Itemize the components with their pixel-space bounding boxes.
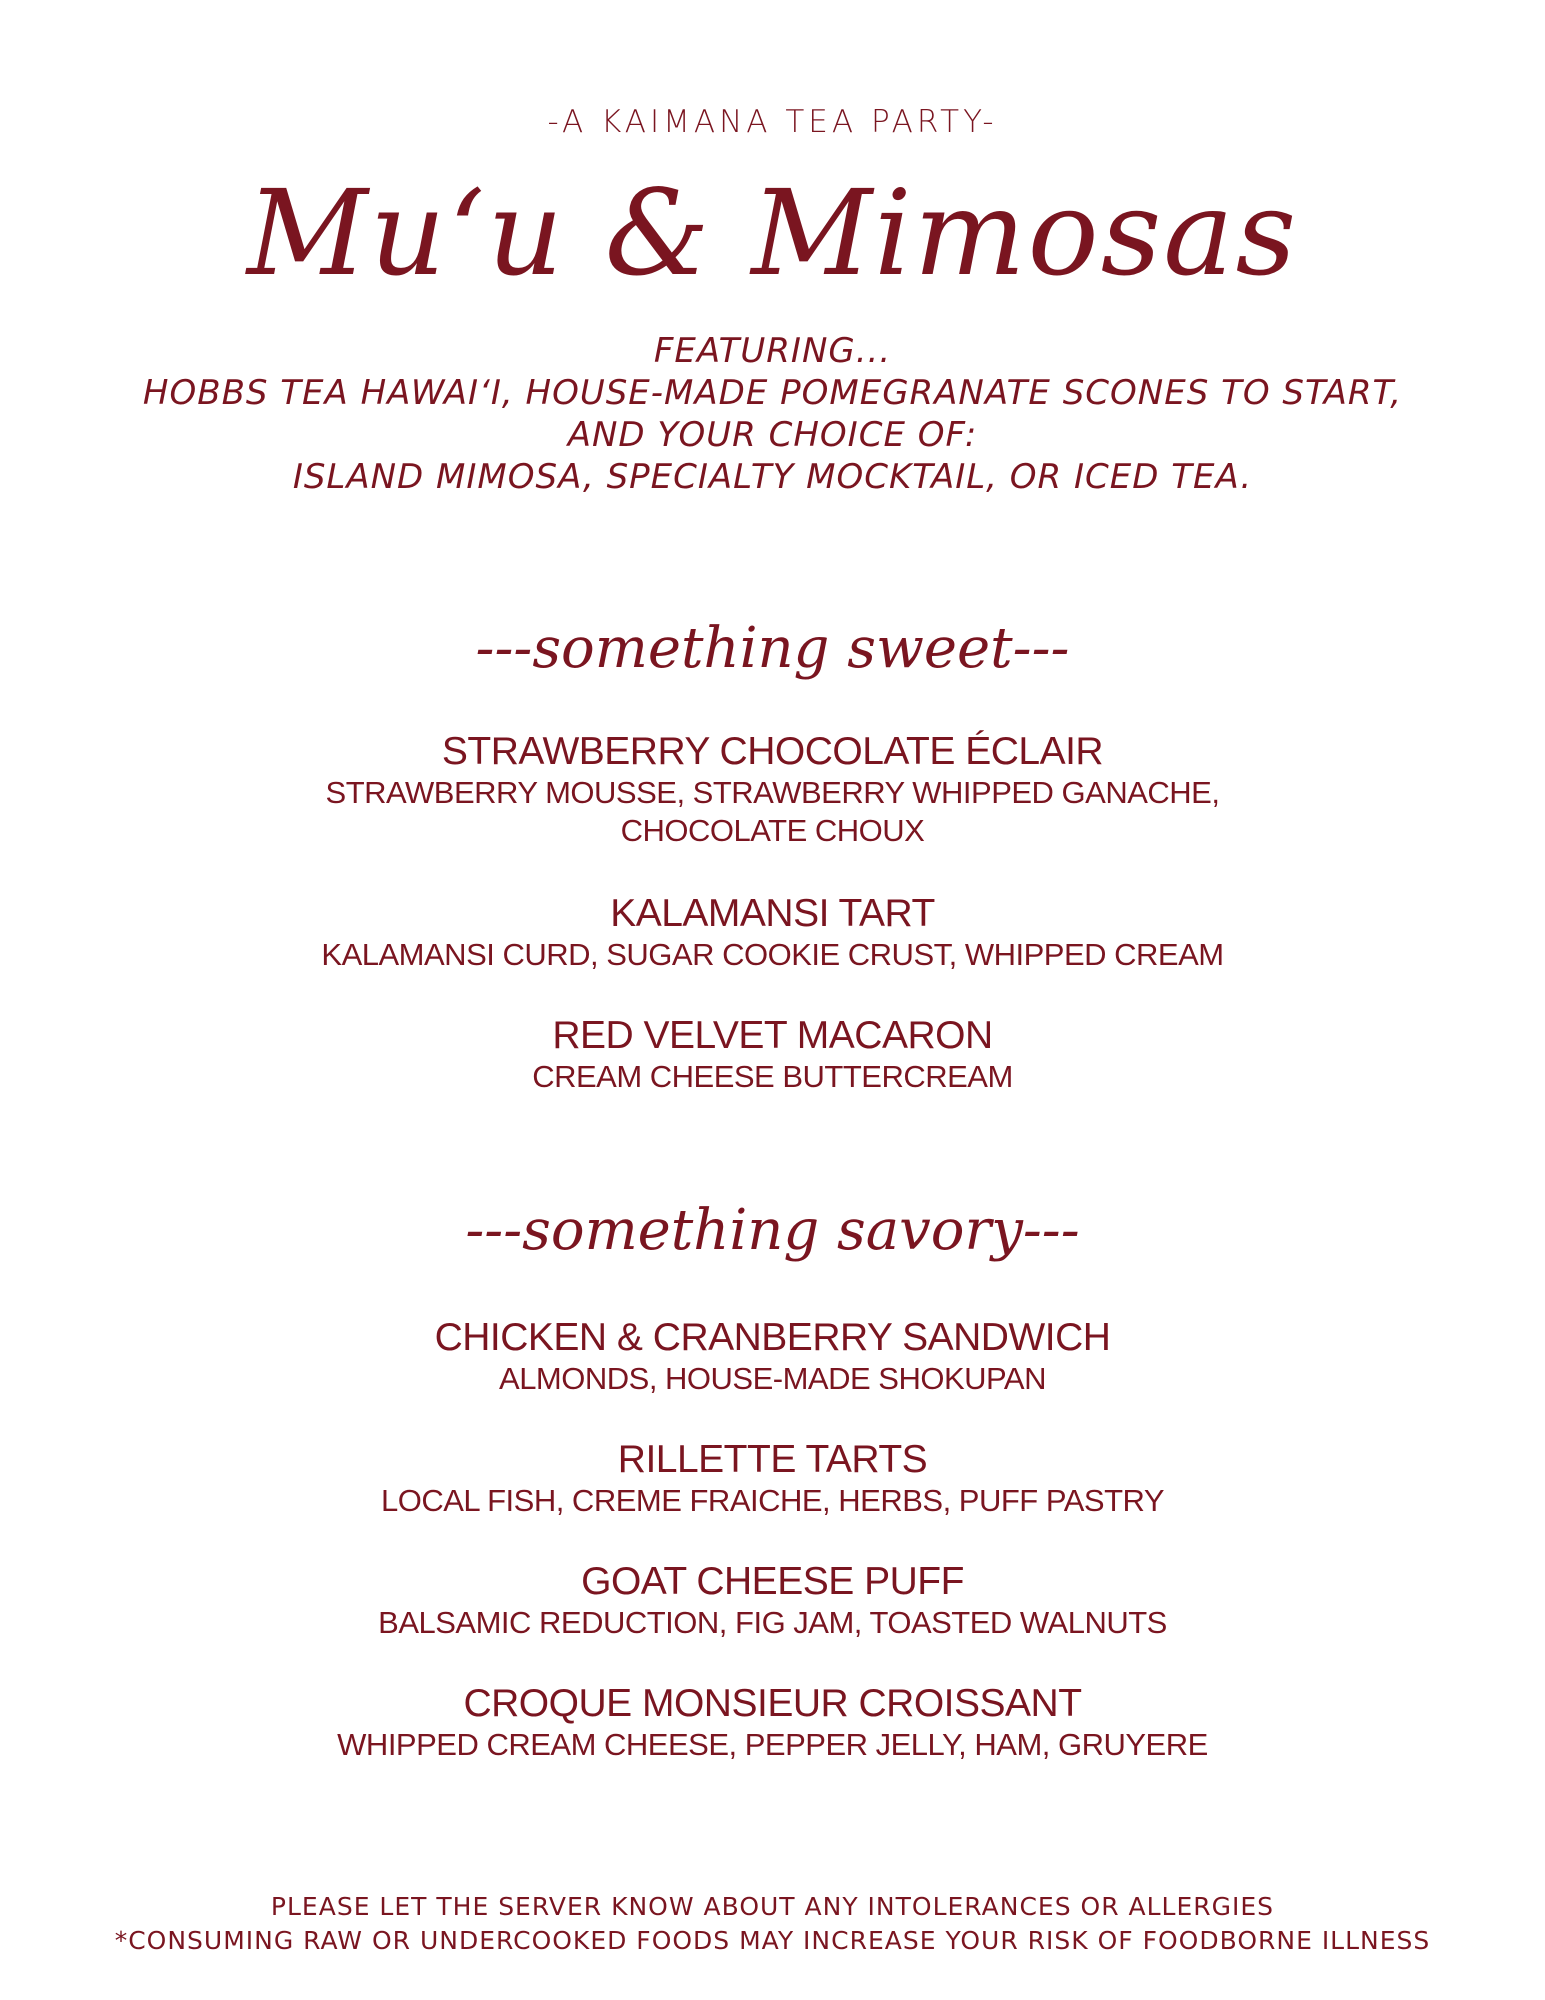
- item-description: WHIPPED CREAM CHEESE, PEPPER JELLY, HAM, GRUYERE: [337, 1727, 1208, 1762]
- item-description: KALAMANSI CURD, SUGAR COOKIE CRUST, WHIPPED CREAM: [321, 937, 1224, 972]
- menu-item-kalamansi-tart: [0, 892, 1545, 974]
- item-name: CHICKEN & CRANBERRY SANDWICH: [434, 1316, 1111, 1359]
- menu-title: Mu‘u & Mimosas: [246, 164, 1299, 302]
- item-name: CROQUE MONSIEUR CROISSANT: [463, 1682, 1082, 1725]
- featuring-line: HOBBS TEA HAWAI‘I, HOUSE-MADE POMEGRANATE SCONES TO START,: [142, 373, 1403, 413]
- menu-item-macaron: [0, 1014, 1545, 1096]
- event-eyebrow: -A KAIMANA TEA PARTY-: [547, 104, 998, 140]
- item-description: BALSAMIC REDUCTION, FIG JAM, TOASTED WALNUTS: [378, 1605, 1167, 1640]
- menu-item-goat-cheese-puff: [0, 1560, 1545, 1642]
- menu-item-chicken-sandwich: [0, 1316, 1545, 1398]
- item-description: CHOCOLATE CHOUX: [620, 813, 925, 848]
- menu-item-eclair: [0, 730, 1545, 850]
- section-heading-savory: ---something savory---: [465, 1198, 1080, 1263]
- item-description: LOCAL FISH, CREME FRAICHE, HERBS, PUFF PASTRY: [380, 1483, 1165, 1518]
- item-name: GOAT CHEESE PUFF: [581, 1560, 964, 1603]
- item-description: STRAWBERRY MOUSSE, STRAWBERRY WHIPPED GANACHE,: [325, 775, 1220, 810]
- featuring-block: [0, 330, 1545, 498]
- section-heading-sweet: ---something sweet---: [475, 616, 1070, 681]
- item-description: CREAM CHEESE BUTTERCREAM: [532, 1059, 1013, 1094]
- menu-item-rillette-tarts: [0, 1438, 1545, 1520]
- allergy-footer: [0, 1890, 1545, 1958]
- menu-item-croque-monsieur: [0, 1682, 1545, 1764]
- featuring-line: AND YOUR CHOICE OF:: [567, 415, 978, 455]
- item-name: RILLETTE TARTS: [617, 1438, 928, 1481]
- footer-line: *CONSUMING RAW OR UNDERCOOKED FOODS MAY INCREASE YOUR RISK OF FOODBORNE ILLNESS: [114, 1926, 1431, 1955]
- item-name: KALAMANSI TART: [610, 892, 935, 935]
- item-name: RED VELVET MACARON: [552, 1014, 993, 1057]
- item-description: ALMONDS, HOUSE-MADE SHOKUPAN: [499, 1361, 1046, 1396]
- featuring-line: ISLAND MIMOSA, SPECIALTY MOCKTAIL, OR ICED TEA.: [292, 457, 1253, 497]
- item-name: STRAWBERRY CHOCOLATE ÉCLAIR: [441, 730, 1104, 773]
- featuring-line: FEATURING...: [653, 331, 892, 371]
- footer-line: PLEASE LET THE SERVER KNOW ABOUT ANY INTOLERANCES OR ALLERGIES: [270, 1892, 1275, 1921]
